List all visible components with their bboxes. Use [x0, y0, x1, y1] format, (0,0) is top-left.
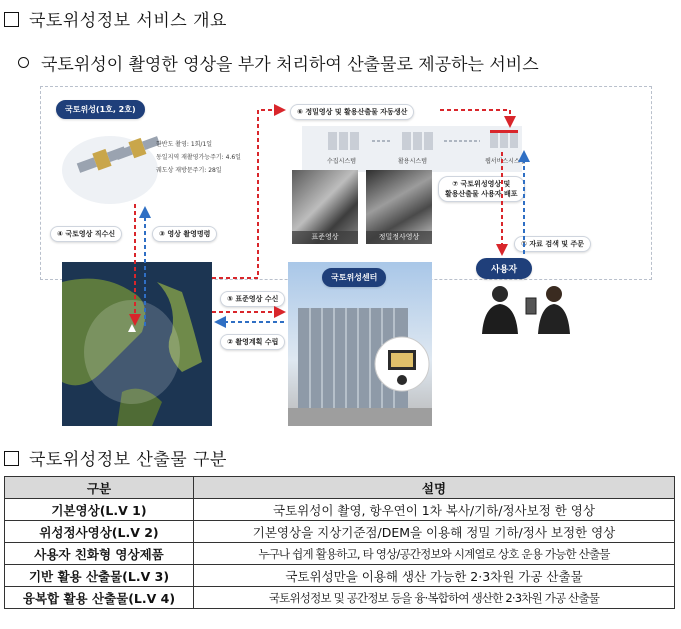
checkbox-square-icon: [4, 451, 19, 466]
section-title: 국토위성정보 서비스 개요: [29, 11, 227, 31]
satellite-label: 국토위성(1호, 2호): [56, 100, 145, 119]
section-title: 국토위성정보 산출물 구분: [29, 450, 227, 470]
column-header: 구분: [5, 477, 194, 499]
category-cell: 융복합 활용 산출물(L.V 4): [5, 587, 194, 609]
description-cell: 국토위성이 촬영, 항우연이 1차 복사/기하/정사보정 한 영상: [194, 499, 675, 521]
step-4-label: ④ 국토영상 직수신: [50, 226, 122, 242]
section-heading-overview: [4, 6, 227, 31]
description-cell: 기본영상을 지상기준점/DEM을 이용해 정밀 기하/정사 보정한 영상: [194, 521, 675, 543]
section-heading-outputs: [4, 445, 227, 470]
table-row: [5, 565, 675, 587]
description-cell: 국토위성정보 및 공간정보 등을 융·복합하여 생산한 2·3차원 가공 산출물: [194, 587, 675, 609]
image-caption: 정밀정사영상: [366, 231, 432, 244]
circle-bullet-icon: [18, 57, 29, 68]
system-label: 웹서비스시스템: [485, 158, 526, 165]
step-1-label: ① 자료 검색 및 주문: [514, 236, 591, 252]
flow-arrows: [40, 86, 652, 431]
image-caption: 표준영상: [292, 231, 358, 244]
spec-line: 궤도상 재방문주기: 28일: [156, 167, 222, 174]
category-cell: 사용자 친화형 영상제품: [5, 543, 194, 565]
step-3-label: ③ 영상 촬영명령: [152, 226, 217, 242]
step-7-line: 활용산출물 사용자 배포: [445, 190, 518, 198]
table-row: [5, 543, 675, 565]
category-cell: 기본영상(L.V 1): [5, 499, 194, 521]
description-cell: 국토위성만을 이용해 생산 가능한 2·3차원 가공 산출물: [194, 565, 675, 587]
step-7-line: ⑦ 국토위성영상 및: [452, 180, 511, 188]
step-2-label: ② 촬영계획 수립: [220, 334, 285, 350]
step-5-label: ⑤ 표준영상 수신: [220, 291, 285, 307]
description-cell: 누구나 쉽게 활용하고, 타 영상/공간정보와 시계열로 상호 운용 가능한 산출물: [194, 543, 675, 565]
checkbox-square-icon: [4, 12, 19, 27]
step-6-label: ⑥ 정밀영상 및 활용산출물 자동생산: [290, 104, 414, 120]
bullet-text: 국토위성이 촬영한 영상을 부가 처리하여 산출물로 제공하는 서비스: [41, 55, 539, 75]
spec-line: 한반도 촬영: 1회/1일: [156, 141, 213, 148]
table-row: [5, 521, 675, 543]
service-diagram: [40, 86, 652, 431]
table-row: [5, 499, 675, 521]
table-header-row: [5, 477, 675, 499]
outputs-table: [4, 476, 675, 609]
bullet-item: [18, 50, 539, 75]
column-header: 설명: [194, 477, 675, 499]
center-label: 국토위성센터: [322, 268, 386, 287]
table-row: [5, 587, 675, 609]
system-label: 수집시스템: [327, 158, 356, 165]
spec-line: 동일지역 재촬영가능주기: 4.6일: [156, 154, 241, 161]
category-cell: 위성정사영상(L.V 2): [5, 521, 194, 543]
system-label: 활용시스템: [398, 158, 427, 165]
category-cell: 기반 활용 산출물(L.V 3): [5, 565, 194, 587]
user-label: 사용자: [476, 258, 532, 279]
